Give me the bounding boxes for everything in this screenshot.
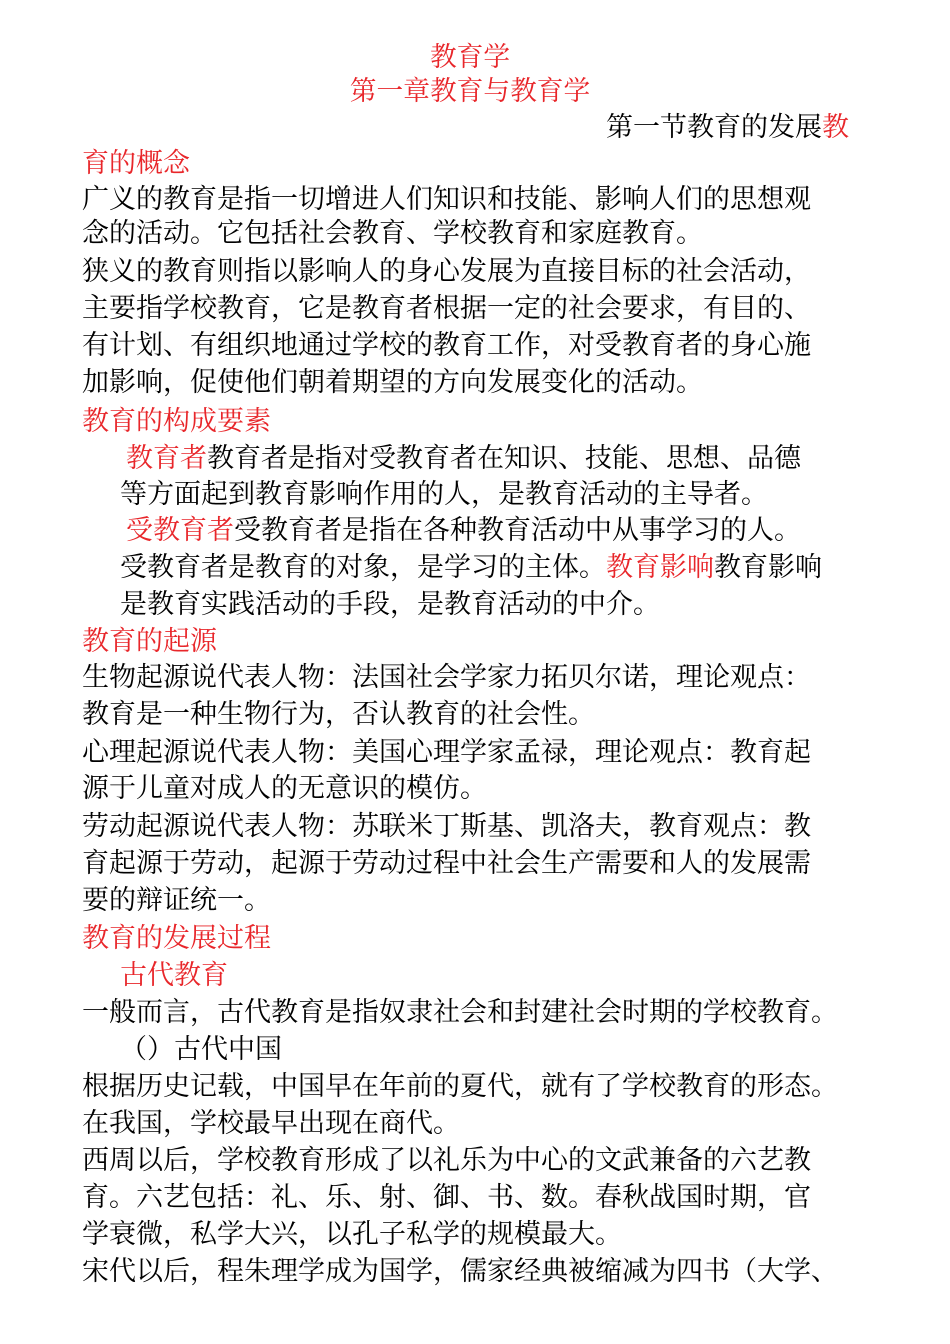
song-dynasty-line-1: 宋代以后，程朱理学成为国学，儒家经典被缩减为四书（大学、 [82,1256,838,1287]
narrow-definition-line-3: 有计划、有组织地通过学校的教育工作，对受教育者的身心施 [82,330,811,361]
document-title: 教育学 [429,42,511,73]
influence-definition: 教育影响 [714,552,822,583]
broad-definition-line-2: 念的活动。它包括社会教育、学校教育和家庭教育。 [82,218,703,249]
psychological-origin-line-1: 心理起源说代表人物：美国心理学家孟禄，理论观点：教育起 [82,737,811,768]
ancient-education-heading: 古代教育 [120,960,228,991]
psychological-origin-line-2: 源于儿童对成人的无意识的模仿。 [82,773,487,804]
origin-heading: 教育的起源 [82,626,217,657]
narrow-definition-line-1: 狭义的教育则指以影响人的身心发展为直接目标的社会活动， [82,256,811,287]
educatee-definition: 受教育者是指在各种教育活动中从事学习的人。 [234,515,801,546]
educator-definition: 教育者是指对受教育者在知识、技能、思想、品德 [207,443,801,474]
educatee-line-2 [120,550,822,586]
educator-line-1 [126,441,801,477]
narrow-definition-line-2: 主要指学校教育，它是教育者根据一定的社会要求，有目的、 [82,293,811,324]
history-line-1: 根据历史记载，中国早在年前的夏代，就有了学校教育的形态。 [82,1071,838,1102]
development-heading: 教育的发展过程 [82,923,271,954]
biological-origin-line-2: 教育是一种生物行为，否认教育的社会性。 [82,699,595,730]
biological-origin-line-1: 生物起源说代表人物：法国社会学家力拓贝尔诺，理论观点： [82,662,811,693]
influence-term: 教育影响 [606,552,714,583]
western-zhou-line-3: 学衰微，私学大兴，以孔子私学的规模最大。 [82,1219,622,1250]
educatee-line-1 [126,513,801,549]
narrow-definition-line-4: 加影响，促使他们朝着期望的方向发展变化的活动。 [82,367,703,398]
history-line-2: 在我国，学校最早出现在商代。 [82,1108,460,1139]
chapter-title: 第一章教育与教育学 [349,76,591,107]
concept-heading-start: 教 [822,112,849,143]
educatee-term: 受教育者 [126,515,234,546]
educatee-definition-cont: 受教育者是教育的对象，是学习的主体。 [120,552,606,583]
broad-definition-line-1: 广义的教育是指一切增进人们知识和技能、影响人们的思想观 [82,184,811,215]
labor-origin-line-3: 要的辩证统一。 [82,885,271,916]
section-title: 第一节教育的发展 [606,112,822,143]
western-zhou-line-1: 西周以后，学校教育形成了以礼乐为中心的文武兼备的六艺教 [82,1145,811,1176]
concept-heading-end: 育的概念 [82,148,190,179]
influence-line-2: 是教育实践活动的手段，是教育活动的中介。 [120,589,660,620]
western-zhou-line-2: 育。六艺包括：礼、乐、射、御、书、数。春秋战国时期，官 [82,1182,811,1213]
educator-term: 教育者 [126,443,207,474]
ancient-china-subheading: （）古代中国 [120,1034,282,1065]
elements-heading: 教育的构成要素 [82,406,271,437]
labor-origin-line-1: 劳动起源说代表人物：苏联米丁斯基、凯洛夫，教育观点：教 [82,811,811,842]
ancient-education-definition: 一般而言，古代教育是指奴隶社会和封建社会时期的学校教育。 [82,997,838,1028]
section-title-line [606,110,849,146]
educator-line-2: 等方面起到教育影响作用的人，是教育活动的主导者。 [120,479,768,510]
labor-origin-line-2: 育起源于劳动，起源于劳动过程中社会生产需要和人的发展需 [82,848,811,879]
